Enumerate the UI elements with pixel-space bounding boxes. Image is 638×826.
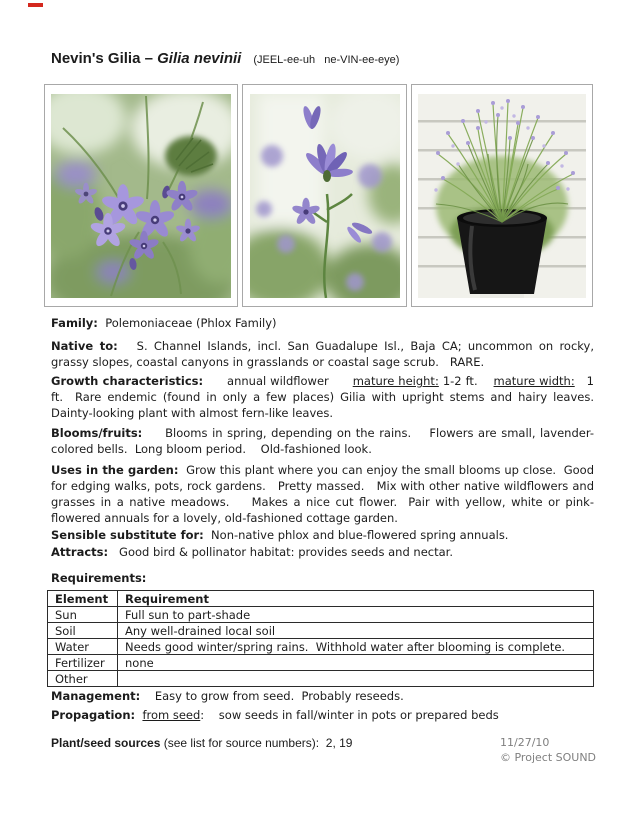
table-row (48, 639, 594, 655)
common-name: Nevin's Gilia (51, 50, 141, 67)
pronunciation: (JEEL-ee-uh ne-VIN-ee-eye) (253, 54, 400, 66)
column-header-element: Element (48, 591, 118, 607)
page-title (51, 50, 399, 67)
section-family: Family: Polemoniaceae (Phlox Family) (51, 316, 277, 330)
section-attracts: Attracts: Good bird & pollinator habitat: provides seeds and nectar. (51, 545, 453, 559)
requirements-table (47, 590, 594, 687)
column-header-requirement: Requirement (118, 591, 594, 607)
row-label-water: Water (48, 639, 118, 655)
latin-name: Gilia nevinii (157, 50, 242, 67)
row-value-soil: Any well-drained local soil (118, 623, 594, 639)
row-value-other (118, 671, 594, 687)
table-row (48, 607, 594, 623)
requirements-heading: Requirements: (51, 571, 147, 585)
section-sensible-substitute: Sensible substitute for: Non-native phlox and blue-flowered spring annuals. (51, 528, 509, 542)
title-separator: – (140, 50, 158, 67)
row-value-water: Needs good winter/spring rains. Withhold water after blooming is complete. (118, 639, 594, 655)
row-label-fertilizer: Fertilizer (48, 655, 118, 671)
photo-potted-plant (418, 94, 586, 298)
photo-cell (242, 84, 407, 307)
section-native-to: Native to: S. Channel Islands, incl. San Guadalupe Isl., Baja CA; uncommon on rocky, grassy slopes, coastal canyons in grasslands or coastal sage scrub. RARE. (51, 339, 598, 369)
table-header-row (48, 591, 594, 607)
section-growth-characteristics: Growth characteristics: annual wildflower mature height: 1-2 ft. mature width: 1 ft. Rare endemic (found in only a few places) Gilia with upright stems and hairy leaves. Dainty-looking plant with almost fern-like leaves. (51, 374, 605, 420)
section-blooms-fruits: Blooms/fruits: Blooms in spring, depending on the rains. Flowers are small, lavender-colored bells. Long bloom period. Old-fashioned look. (51, 426, 594, 456)
section-plant-seed-sources: Plant/seed sources (see list for source numbers): 2, 19 (51, 736, 353, 750)
table-row (48, 655, 594, 671)
row-value-fertilizer: none (118, 655, 594, 671)
row-label-sun: Sun (48, 607, 118, 623)
photo-cell (411, 84, 593, 307)
photo-flower-closeup (51, 94, 231, 298)
photo-cell (44, 84, 238, 307)
row-value-sun: Full sun to part-shade (118, 607, 594, 623)
footer (500, 735, 596, 765)
section-uses-in-garden: Uses in the garden: Grow this plant where you can enjoy the small blooms up close. Good for edging walks, pots, rock gardens. Pretty massed. Mix with other native wildflowers and grasses in a native meadows. Makes a nice cut flower. Pair with yellow, white or pink-flowered annuals for a lovely, old-fashioned cottage garden. (51, 463, 598, 525)
red-mark (28, 3, 43, 7)
section-management: Management: Easy to grow from seed. Probably reseeds. (51, 689, 404, 703)
table-row (48, 623, 594, 639)
footer-copyright: © Project SOUND (500, 751, 597, 764)
row-label-other: Other (48, 671, 118, 687)
footer-date: 11/27/10 (500, 736, 550, 749)
table-row (48, 671, 594, 687)
photo-strip (44, 84, 595, 307)
row-label-soil: Soil (48, 623, 118, 639)
photo-flower-stem (250, 94, 400, 298)
section-propagation: Propagation: from seed: sow seeds in fall/winter in pots or prepared beds (51, 708, 499, 722)
